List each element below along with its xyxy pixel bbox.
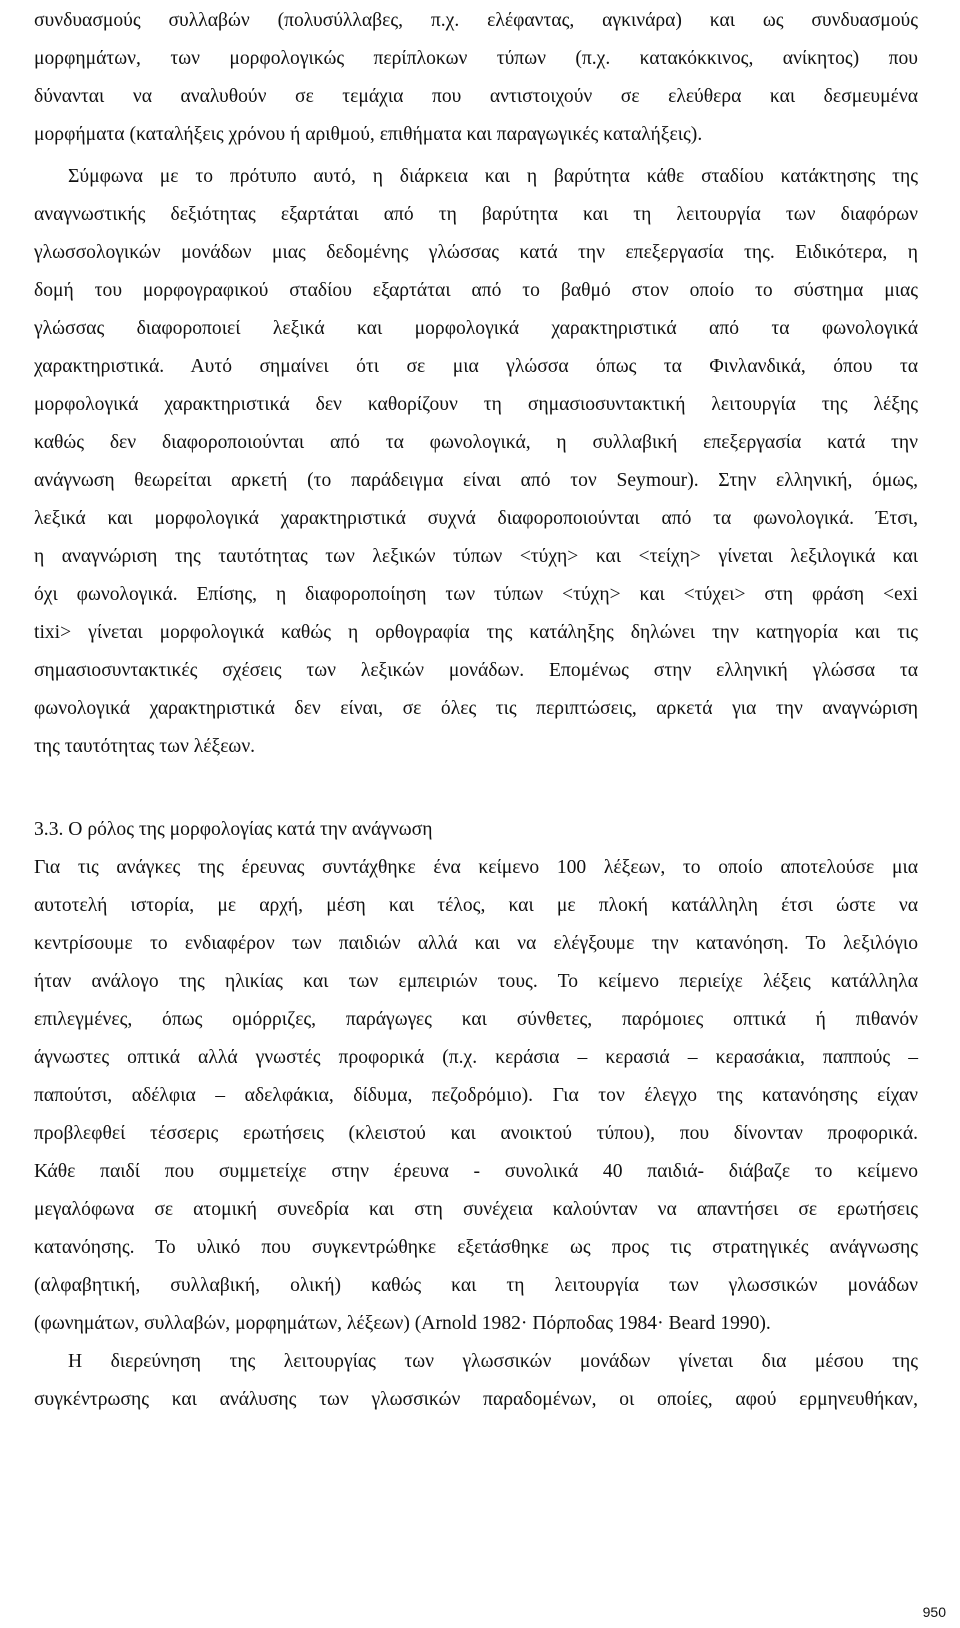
page-number: 950 bbox=[922, 1604, 946, 1620]
text-line: συνδυασμούς συλλαβών (πολυσύλλαβες, π.χ. ελέφαντας, αγκινάρα) και ως συνδυασμούς bbox=[34, 10, 918, 31]
text-line: Σύμφωνα με το πρότυπο αυτό, η διάρκεια και η βαρύτητα κάθε σταδίου κατάκτησης της bbox=[68, 166, 918, 187]
paragraph-2 bbox=[34, 158, 918, 766]
text-line: Η διερεύνηση της λειτουργίας των γλωσσικών μονάδων γίνεται δια μέσου της bbox=[68, 1351, 918, 1372]
text-line: αναγνωστικής δεξιότητας εξαρτάται από τη βαρύτητα και τη λειτουργία των διαφόρων bbox=[34, 204, 918, 225]
text-line: δύνανται να αναλυθούν σε τεμάχια που αντιστοιχούν σε ελεύθερα και δεσμευμένα bbox=[34, 86, 918, 107]
text-line: Για τις ανάγκες της έρευνας συντάχθηκε ένα κείμενο 100 λέξεων, το οποίο αποτελούσε μια bbox=[34, 857, 918, 878]
paragraph-3 bbox=[34, 849, 918, 1343]
text-line: (αλφαβητική, συλλαβική, ολική) καθώς και τη λειτουργία των γλωσσικών μονάδων bbox=[34, 1275, 918, 1296]
paragraph-4 bbox=[34, 1343, 918, 1419]
text-line: μορφημάτων, των μορφολογικώς περίπλοκων τύπων (π.χ. κατακόκκινος, ανίκητος) που bbox=[34, 48, 918, 69]
text-line: γλωσσολογικών μονάδων μιας δεδομένης γλώσσας κατά την επεξεργασία της. Ειδικότερα, η bbox=[34, 242, 918, 263]
text-line: φωνολογικά χαρακτηριστικά δεν είναι, σε όλες τις περιπτώσεις, αρκετά για την αναγνώριση bbox=[34, 698, 918, 719]
text-line: tixi> γίνεται μορφολογικά καθώς η ορθογραφία της κατάληξης δηλώνει την κατηγορία και τις bbox=[34, 622, 918, 643]
text-line: κεντρίσουμε το ενδιαφέρον των παιδιών αλλά και να ελέγξουμε την κατανόηση. Το λεξιλόγιο bbox=[34, 933, 918, 954]
paragraph-continued bbox=[34, 0, 918, 154]
text-line: λεξικά και μορφολογικά χαρακτηριστικά συχνά διαφοροποιούνται από τα φωνολογικά. Έτσι, bbox=[34, 508, 918, 529]
text-line: αυτοτελή ιστορία, με αρχή, μέση και τέλος, και με πλοκή κατάλληλη έτσι ώστε να bbox=[34, 895, 918, 916]
text-line: μορφήματα (καταλήξεις χρόνου ή αριθμού, επιθήματα και παραγωγικές καταλήξεις). bbox=[34, 124, 703, 145]
text-line: καθώς δεν διαφοροποιούνται από τα φωνολογικά, η συλλαβική επεξεργασία κατά την bbox=[34, 432, 918, 453]
section-spacer bbox=[34, 766, 918, 811]
text-line: συγκέντρωσης και ανάλυσης των γλωσσικών παραδομένων, οι οποίες, αφού ερμηνευθήκαν, bbox=[34, 1389, 918, 1410]
text-line: επιλεγμένες, όπως ομόρριζες, παράγωγες και σύνθετες, παρόμοιες οπτικά ή πιθανόν bbox=[34, 1009, 918, 1030]
text-line: όχι φωνολογικά. Επίσης, η διαφοροποίηση των τύπων <τύχη> και <τύχει> στη φράση <exi bbox=[34, 584, 918, 605]
text-line: ανάγνωση θεωρείται αρκετή (το παράδειγμα είναι από τον Seymour). Στην ελληνική, όμως, bbox=[34, 470, 918, 491]
text-line: μορφολογικά χαρακτηριστικά δεν καθορίζουν τη σημασιοσυντακτική λειτουργία της λέξης bbox=[34, 394, 918, 415]
text-line: μεγαλόφωνα σε ατομική συνεδρία και στη συνέχεια καλούνταν να απαντήσει σε ερωτήσεις bbox=[34, 1199, 918, 1220]
text-line: δομή του μορφογραφικού σταδίου εξαρτάται από το βαθμό στον οποίο το σύστημα μιας bbox=[34, 280, 918, 301]
text-line: κατανόησης. Το υλικό που συγκεντρώθηκε εξετάσθηκε ως προς τις στρατηγικές ανάγνωσης bbox=[34, 1237, 918, 1258]
text-line: ήταν ανάλογο της ηλικίας και των εμπειριών τους. Το κείμενο περιείχε λέξεις κατάλληλα bbox=[34, 971, 918, 992]
text-line: χαρακτηριστικά. Αυτό σημαίνει ότι σε μια γλώσσα όπως τα Φινλανδικά, όπου τα bbox=[34, 356, 918, 377]
text-line: (φωνημάτων, συλλαβών, μορφημάτων, λέξεων) (Arnold 1982· Πόρποδας 1984· Beard 1990). bbox=[34, 1313, 771, 1334]
text-line: γλώσσας διαφοροποιεί λεξικά και μορφολογικά χαρακτηριστικά από τα φωνολογικά bbox=[34, 318, 918, 339]
text-line: παπούτσι, αδέλφια – αδελφάκια, δίδυμα, πεζοδρόμιο). Για τον έλεγχο της κατανόησης είχαν bbox=[34, 1085, 918, 1106]
text-line: άγνωστες οπτικά αλλά γνωστές προφορικά (π.χ. κεράσια – κερασιά – κερασάκια, παππούς – bbox=[34, 1047, 918, 1068]
document-page bbox=[34, 0, 918, 1419]
text-line: η αναγνώριση της ταυτότητας των λεξικών τύπων <τύχη> και <τείχη> γίνεται λεξιλογικά και bbox=[34, 546, 918, 567]
text-line: προβλεφθεί τέσσερις ερωτήσεις (κλειστού και ανοικτού τύπου), που δίνονταν προφορικά. bbox=[34, 1123, 918, 1144]
text-line: της ταυτότητας των λέξεων. bbox=[34, 736, 256, 757]
text-line: Κάθε παιδί που συμμετείχε στην έρευνα - συνολικά 40 παιδιά- διάβαζε το κείμενο bbox=[34, 1161, 918, 1182]
section-heading: 3.3. Ο ρόλος της μορφολογίας κατά την ανάγνωση bbox=[34, 819, 433, 840]
text-line: σημασιοσυντακτικές σχέσεις των λεξικών μονάδων. Επομένως στην ελληνική γλώσσα τα bbox=[34, 660, 918, 681]
